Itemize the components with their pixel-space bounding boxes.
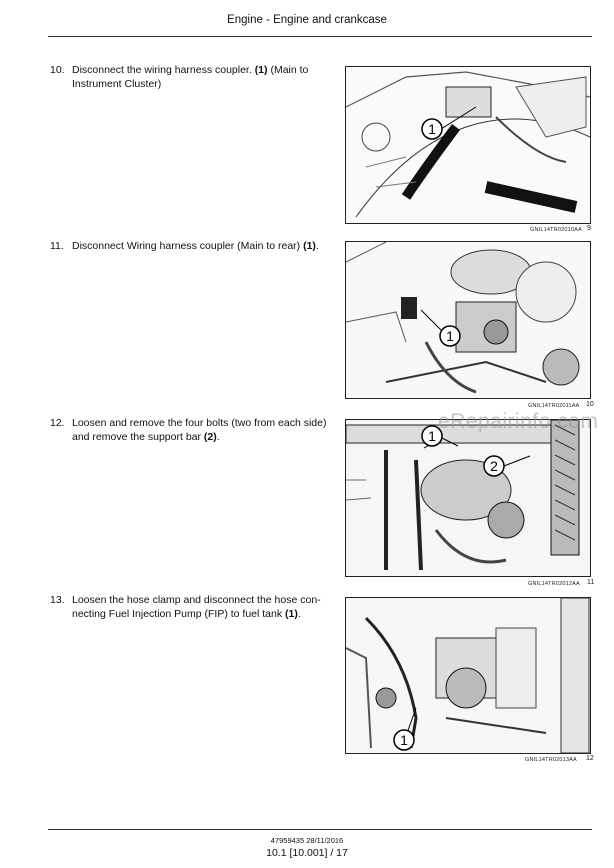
figure-11-support-bar-photo xyxy=(345,419,591,577)
svg-text:1: 1 xyxy=(428,428,436,444)
step-number: 12. xyxy=(50,417,65,429)
svg-text:1: 1 xyxy=(428,121,436,137)
footer-rule xyxy=(48,829,592,830)
step-11 xyxy=(50,240,330,254)
step-text: Disconnect the wiring harness coupler. (1) (Main to Instrument Cluster) xyxy=(72,64,309,90)
figure-code: GNIL14TR02010AA xyxy=(530,227,582,233)
figure-code: GNIL14TR02011AA xyxy=(528,403,580,409)
callout-1 xyxy=(394,730,414,750)
header-rule xyxy=(48,36,592,37)
figure-number: 11 xyxy=(587,579,595,586)
svg-text:1: 1 xyxy=(446,328,454,344)
figure-code: GNIL14TR02012AA xyxy=(528,581,580,587)
step-text: Loosen and remove the four bolts (two from each side) and remove the support bar (2). xyxy=(72,417,327,443)
step-12 xyxy=(50,417,330,444)
watermark: eRepairinfo.com xyxy=(438,410,599,433)
step-13 xyxy=(50,594,330,621)
step-10 xyxy=(50,64,330,91)
figure-10-engine-rear-photo xyxy=(345,241,591,399)
step-number: 11. xyxy=(50,240,64,252)
svg-text:2: 2 xyxy=(490,458,498,474)
step-number: 10. xyxy=(50,64,65,76)
callout-1 xyxy=(422,119,442,139)
figure-number: 10 xyxy=(586,401,594,408)
step-text: Loosen the hose clamp and disconnect the hose con- necting Fuel Injection Pump (FIP) to fuel tank (1). xyxy=(72,594,321,620)
svg-text:1: 1 xyxy=(400,732,408,748)
callout-2 xyxy=(484,456,504,476)
figure-9-wiring-harness-photo xyxy=(345,66,591,224)
footer-doc-id: 47959435 28/11/2016 xyxy=(270,836,344,845)
step-number: 13. xyxy=(50,594,65,606)
callout-1 xyxy=(440,326,460,346)
page-header-title: Engine - Engine and crankcase xyxy=(227,14,387,26)
figure-12-fuel-hose-photo xyxy=(345,597,591,754)
step-text: Disconnect Wiring harness coupler (Main to rear) (1). xyxy=(72,240,319,252)
footer-page-number: 10.1 [10.001] / 17 xyxy=(266,847,348,859)
figure-number: 12 xyxy=(586,755,594,762)
figure-code: GNIL14TR02013AA xyxy=(525,757,577,763)
figure-number: 9 xyxy=(587,225,591,232)
